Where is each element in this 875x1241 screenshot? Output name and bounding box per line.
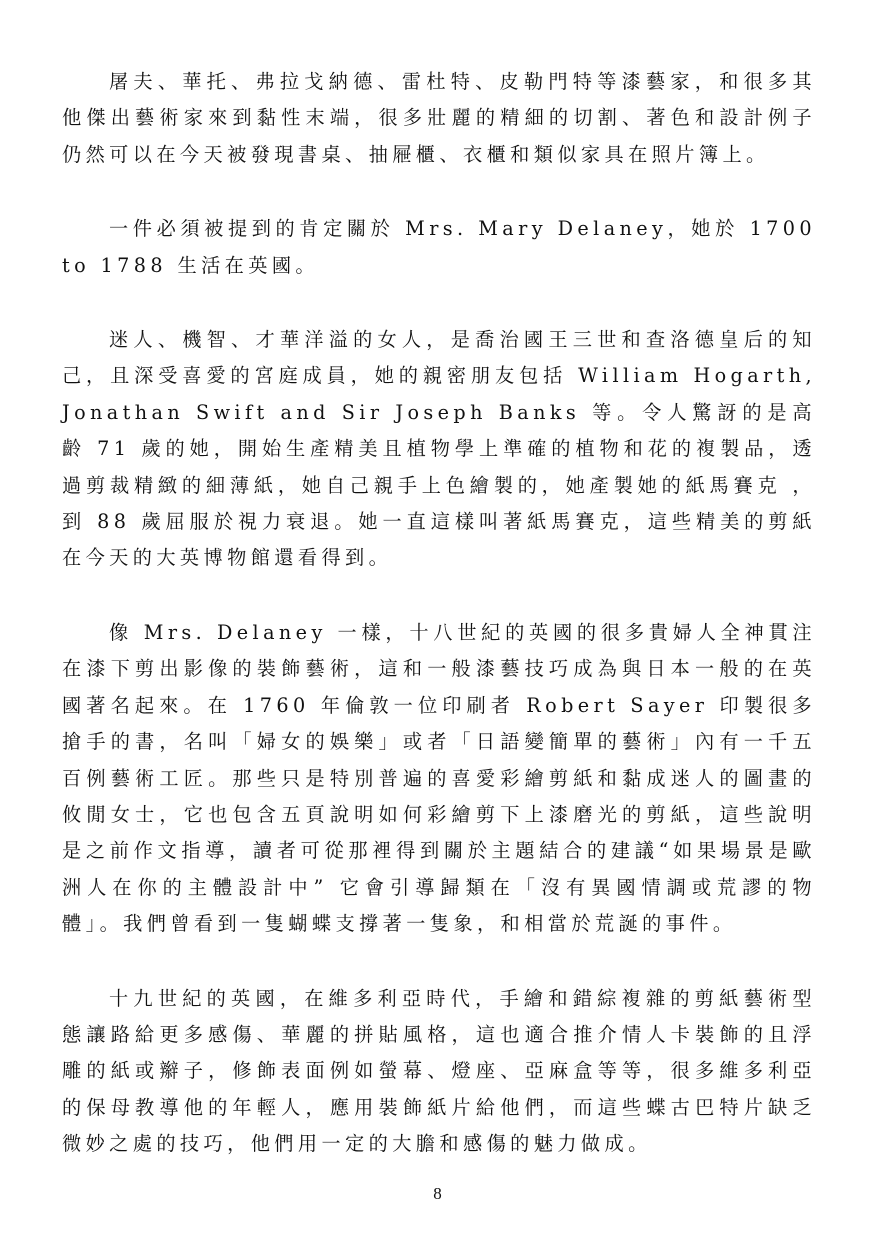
paragraph-3: 迷人、機智、才華洋溢的女人，是喬治國王三世和查洛德皇后的知己，且深受喜愛的宮庭成員，她的親密朋友包括 William Hogarth, Jonathan Swift and Sir Joseph Banks 等。令人驚訝的是高齡 71 歲的她，開始生產精美且植物學上準確的植物和花的複製品，透過剪裁精緻的細薄紙，她自己親手上色繪製的，她產製她的紙馬賽克 ，到 88 歲屈服於視力衰退。她一直這樣叫著紙馬賽克，這些精美的剪紙在今天的大英博物館還看得到。: [62, 328, 816, 570]
paragraph-2: 一件必須被提到的肯定關於 Mrs. Mary Delaney，她於 1700 to 1788 生活在英國。: [62, 217, 816, 277]
paragraph-5: 十九世紀的英國，在維多利亞時代，手繪和錯綜複雜的剪紙藝術型態讓路給更多感傷、華麗的拼貼風格，這也適合推介情人卡裝飾的且浮雕的紙或辮子，修飾表面例如螢幕、燈座、亞麻盒等等，很多維多利亞的保母教導他的年輕人，應用裝飾紙片給他們，而這些蝶古巴特片缺乏微妙之處的技巧，他們用一定的大膽和感傷的魅力做成。: [62, 986, 816, 1156]
paragraph-spacer: [62, 173, 816, 211]
paragraph-spacer: [62, 943, 816, 981]
paragraph-spacer: [62, 577, 816, 615]
paragraph-4: 像 Mrs. Delaney 一樣，十八世紀的英國的很多貴婦人全神貫注在漆下剪出影像的裝飾藝術，這和一般漆藝技巧成為與日本一般的在英國著名起來。在 1760 年倫敦一位印刷者 Robert Sayer 印製很多搶手的書，名叫「婦女的娛樂」或者「日語變簡單的藝術」內有一千五百例藝術工匠。那些只是特別普遍的喜愛彩繪剪紙和黏成迷人的圖畫的攸閒女士，它也包含五頁說明如何彩繪剪下上漆磨光的剪紙，這些說明是之前作文指導，讀者可從那裡得到關於主題結合的建議“如果場景是歐洲人在你的主體設計中” 它會引導歸類在「沒有異國情調或荒謬的物體」。我們曾看到一隻蝴蝶支撐著一隻象，和相當於荒誕的事件。: [62, 620, 816, 936]
body-text: [62, 64, 816, 1163]
paragraph-1: 屠夫、華托、弗拉戈納德、雷杜特、皮勒門特等漆藝家，和很多其他傑出藝術家來到黏性末端，很多壯麗的精細的切割、著色和設計例子仍然可以在今天被發現書桌、抽屜櫃、衣櫃和類似家具在照片簿上。: [62, 70, 816, 166]
page-number: 8: [433, 1184, 442, 1203]
paragraph-spacer: [62, 284, 816, 322]
